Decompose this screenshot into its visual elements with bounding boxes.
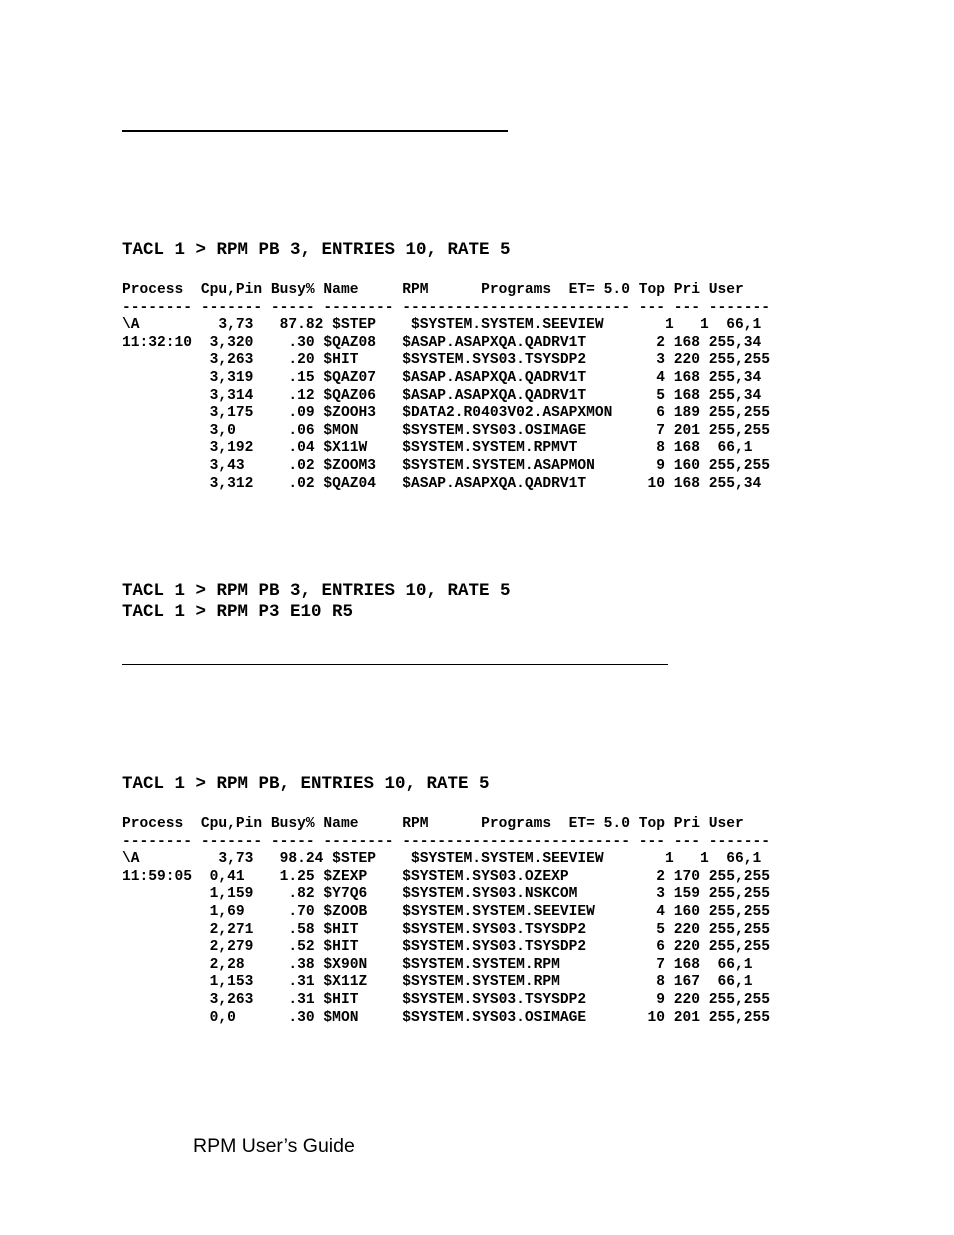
section-divider xyxy=(122,130,508,132)
tacl-command: TACL 1 > RPM PB, ENTRIES 10, RATE 5 xyxy=(122,774,490,794)
rpm-output-listing: Process Cpu,Pin Busy% Name RPM Programs ET= 5.0 Top Pri User -------- ------- ----- -------- -------------------------- --- --- ------- \A 3,73 87.82 $STEP $SYSTEM.SYSTEM.SEEVIEW 1 1 66,1 11:32:10 3,320 .30 $QAZ08 $ASAP.ASAPXQA.QADRV1T 2 168 255,34 3,263 .20 $HIT $SYSTEM.SYS03.TSYSDP2 3 220 255,255 3,319 .15 $QAZ07 $ASAP.ASAPXQA.QADRV1T 4 168 255,34 3,314 .12 $QAZ06 $ASAP.ASAPXQA.QADRV1T 5 168 255,34 3,175 .09 $ZOOH3 $DATA2.R0403V02.ASAPXMON 6 189 255,255 3,0 .06 $MON $SYSTEM.SYS03.OSIMAGE 7 201 255,255 3,192 .04 $X11W $SYSTEM.SYSTEM.RPMVT 8 168 66,1 3,43 .02 $ZOOM3 $SYSTEM.SYSTEM.ASAPMON 9 160 255,255 3,312 .02 $QAZ04 $ASAP.ASAPXQA.QADRV1T 10 168 255,34 xyxy=(122,282,771,492)
tacl-command-short-form: TACL 1 > RPM P3 E10 R5 xyxy=(122,602,354,622)
page-footer-title: RPM User’s Guide xyxy=(193,1135,355,1157)
section-divider xyxy=(122,664,668,665)
rpm-output-listing: Process Cpu,Pin Busy% Name RPM Programs ET= 5.0 Top Pri User -------- ------- ----- -------- -------------------------- --- --- ------- \A 3,73 98.24 $STEP $SYSTEM.SYSTEM.SEEVIEW 1 1 66,1 11:59:05 0,41 1.25 $ZEXP $SYSTEM.SYS03.OZEXP 2 170 255,255 1,159 .82 $Y7Q6 $SYSTEM.SYS03.NSKCOM 3 159 255,255 1,69 .70 $ZOOB $SYSTEM.SYSTEM.SEEVIEW 4 160 255,255 2,271 .58 $HIT $SYSTEM.SYS03.TSYSDP2 5 220 255,255 2,279 .52 $HIT $SYSTEM.SYS03.TSYSDP2 6 220 255,255 2,28 .38 $X90N $SYSTEM.SYSTEM.RPM 7 168 66,1 1,153 .31 $X11Z $SYSTEM.SYSTEM.RPM 8 167 66,1 3,263 .31 $HIT $SYSTEM.SYS03.TSYSDP2 9 220 255,255 0,0 .30 $MON $SYSTEM.SYS03.OSIMAGE 10 201 255,255 xyxy=(122,816,771,1026)
tacl-command: TACL 1 > RPM PB 3, ENTRIES 10, RATE 5 xyxy=(122,240,511,260)
tacl-command-long-form: TACL 1 > RPM PB 3, ENTRIES 10, RATE 5 xyxy=(122,581,511,601)
